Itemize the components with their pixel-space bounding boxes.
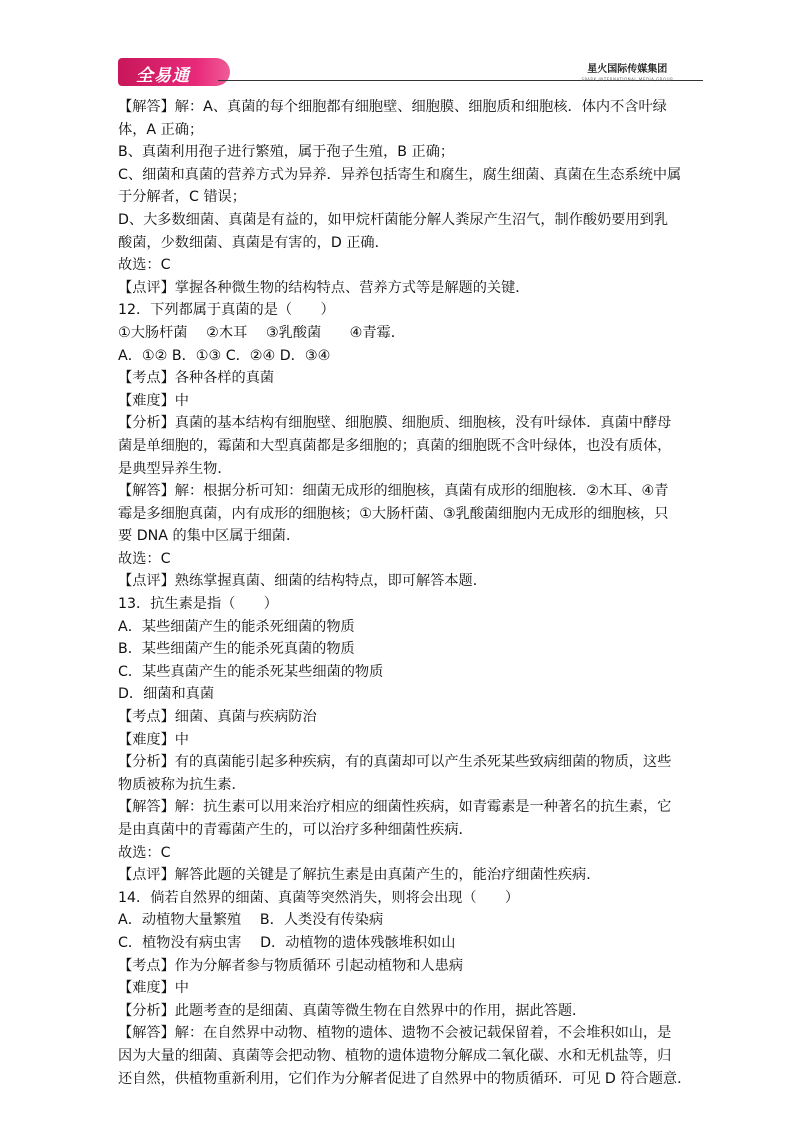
text-line: D、大多数细菌、真菌是有益的，如甲烷杆菌能分解人粪尿产生沼气，制作酸奶要用到乳 [118, 211, 669, 228]
publisher-logo [118, 58, 230, 86]
text-line: 故选：C [118, 844, 171, 861]
text-line: 故选：C [118, 257, 171, 274]
text-line: A．动植物大量繁殖 B．人类没有传染病 [118, 912, 384, 929]
text-line: 酸菌，少数细菌、真菌是有害的，D 正确． [118, 234, 389, 251]
text-line: 13．抗生素是指（ ） [118, 596, 278, 613]
text-line: B．某些细菌产生的能杀死真菌的物质 [118, 641, 355, 658]
text-line: 【点评】熟练掌握真菌、细菌的结构特点，即可解答本题． [118, 573, 487, 590]
text-line: 因为大量的细菌、真菌等会把动物、植物的遗体遗物分解成二氧化碳、水和无机盐等，归 [118, 1047, 672, 1064]
text-line: B、真菌利用孢子进行繁殖，属于孢子生殖，B 正确； [118, 144, 455, 161]
text-line: 【考点】细菌、真菌与疾病防治 [118, 709, 317, 726]
text-line: A．①② B．①③ C．②④ D．③④ [118, 347, 331, 364]
text-line: 霉是多细胞真菌，内有成形的细胞核；①大肠杆菌、③乳酸菌细胞内无成形的细胞核，只 [118, 505, 669, 522]
text-line: 【难度】中 [118, 980, 189, 997]
text-line: 要 DNA 的集中区属于细菌． [118, 528, 301, 545]
text-line: 【难度】中 [118, 731, 189, 748]
text-line: 是典型异养生物． [118, 460, 232, 477]
text-line: 体，A 正确； [118, 121, 204, 138]
text-line: C．植物没有病虫害 D．动植物的遗体残骸堆积如山 [118, 934, 456, 951]
text-line: 【分析】真菌的基本结构有细胞壁、细胞膜、细胞质、细胞核，没有叶绿体．真菌中酵母 [118, 415, 672, 432]
brand-mark [581, 60, 673, 82]
brand-name: 星火国际传媒集团 [587, 64, 668, 75]
document-body [118, 96, 690, 1090]
text-line: C．某些真菌产生的能杀死某些细菌的物质 [118, 663, 384, 680]
text-line: 是由真菌中的青霉菌产生的，可以治疗多种细菌性疾病． [118, 822, 473, 838]
logo-text: 全易通 [136, 66, 190, 86]
text-line: 12．下列都属于真菌的是（ ） [118, 302, 335, 319]
page-header [118, 56, 703, 90]
text-line: 物质被称为抗生素． [118, 776, 246, 793]
text-line: 【难度】中 [118, 392, 189, 409]
text-line: 【分析】有的真菌能引起多种疾病，有的真菌却可以产生杀死某些致病细菌的物质，这些 [118, 754, 672, 771]
text-line: 还自然，供植物重新利用，它们作为分解者促进了自然界中的物质循环．可见 D 符合题意． [118, 1070, 692, 1087]
text-line: 【解答】解：抗生素可以用来治疗相应的细菌性疾病，如青霉素是一种著名的抗生素，它 [118, 799, 672, 816]
text-line: 【分析】此题考查的是细菌、真菌等微生物在自然界中的作用，据此答题． [118, 1002, 587, 1019]
text-line: A．某些细菌产生的能杀死细菌的物质 [118, 618, 355, 635]
text-line: 【考点】作为分解者参与物质循环 引起动植物和人患病 [118, 957, 464, 974]
text-line: 【解答】解：根据分析可知：细菌无成形的细胞核，真菌有成形的细胞核．②木耳、④青 [118, 483, 669, 500]
text-line: D．细菌和真菌 [118, 686, 215, 703]
text-line: 【解答】解：A、真菌的每个细胞都有细胞壁、细胞膜、细胞质和细胞核．体内不含叶绿 [118, 99, 667, 115]
text-line: 故选：C [118, 550, 171, 567]
text-line: 【考点】各种各样的真菌 [118, 370, 275, 387]
text-line: 菌是单细胞的，霉菌和大型真菌都是多细胞的；真菌的细胞既不含叶绿体，也没有质体， [118, 437, 672, 454]
text-line: 14．倘若自然界的细菌、真菌等突然消失，则将会出现（ ） [118, 889, 520, 906]
brand-tagline: SPARK INTERNATIONAL MEDIA GROUP [581, 77, 673, 82]
text-line: ①大肠杆菌 ②木耳 ③乳酸菌 ④青霉． [118, 324, 405, 341]
text-line: 【点评】解答此题的关键是了解抗生素是由真菌产生的，能治疗细菌性疾病． [118, 867, 601, 884]
text-line: 【解答】解：在自然界中动物、植物的遗体、遗物不会被记载保留着，不会堆积如山，是 [118, 1025, 672, 1042]
text-line: 【点评】掌握各种微生物的结构特点、营养方式等是解题的关键． [118, 279, 530, 296]
text-line: C、细菌和真菌的营养方式为异养．异养包括寄生和腐生，腐生细菌、真菌在生态系统中属 [118, 166, 682, 183]
text-line: 于分解者，C 错误； [118, 189, 246, 206]
